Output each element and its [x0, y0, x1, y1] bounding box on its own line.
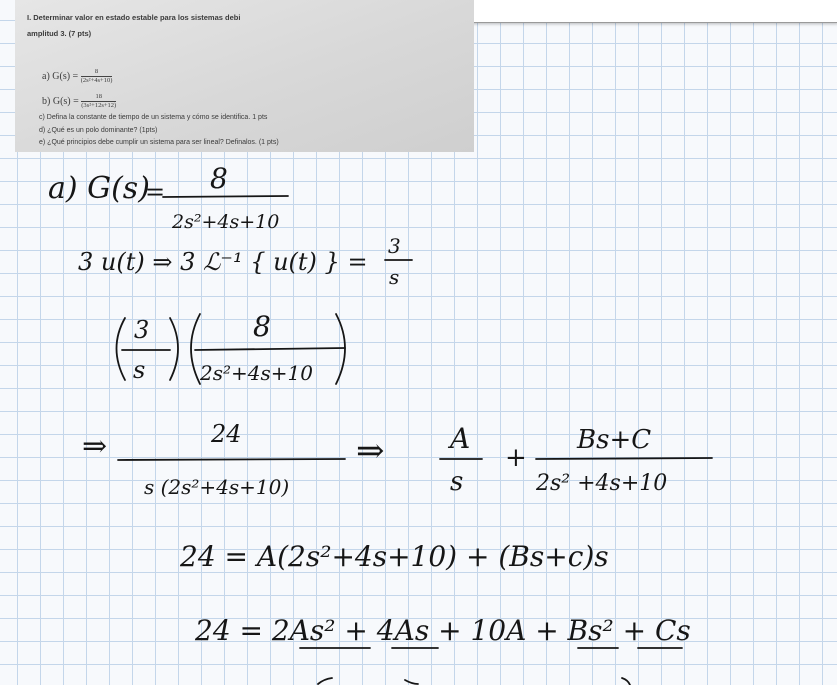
item-d: d) ¿Qué es un polo dominante? (1pts)	[39, 127, 158, 134]
item-a-num: 8	[81, 68, 113, 77]
question-title: I. Determinar valor en estado estable para los sistemas debi	[27, 13, 241, 22]
note1-num: 8	[210, 162, 228, 195]
note4-num: 24	[211, 420, 242, 448]
item-b-num: 18	[81, 93, 116, 102]
note2-num: 3	[388, 234, 401, 258]
note7-partial-3	[622, 678, 630, 685]
note2-lhs: 3 u(t) ⇒ 3 ℒ⁻¹ { u(t) } =	[78, 248, 368, 276]
item-a-lhs: G(s) =	[52, 70, 79, 82]
note1-lhs: a) G(s)	[48, 171, 150, 206]
note6-equation: 24 = 2As² + 4As + 10A + Bs² + Cs	[195, 614, 691, 647]
note4-b-den: 2s² +4s+10	[536, 471, 668, 496]
note4-b-bar	[536, 458, 712, 459]
note3-f1-den: s	[133, 356, 146, 384]
note4-den: s (2s²+4s+10)	[144, 475, 290, 499]
item-b-lhs: G(s) =	[52, 95, 79, 107]
note3-f2-num: 8	[253, 310, 271, 343]
note4-plus: +	[505, 443, 527, 473]
note5-equation: 24 = A(2s²+4s+10) + (Bs+c)s	[180, 540, 609, 573]
note4-arrow: ⇒	[82, 429, 108, 464]
note4-fraction-bar	[118, 459, 345, 460]
note7-partial-2	[405, 680, 418, 684]
item-a-den: (2s²+4s+10)	[80, 77, 113, 84]
item-c: c) Defina la constante de tiempo de un sistema y cómo se identifica. 1 pts	[39, 114, 268, 121]
note1-fraction-bar	[163, 196, 288, 197]
note4-arrow2: ⇒	[356, 431, 385, 471]
note1-den: 2s²+4s+10	[172, 211, 280, 233]
item-b-den: (3s²+12s+12)	[81, 102, 117, 109]
item-b-label: b)	[42, 95, 51, 107]
note4-a-num: A	[450, 422, 471, 455]
note3-paren-open-2	[191, 314, 200, 384]
note2-den: s	[389, 265, 400, 289]
note3-paren-close-1	[170, 318, 178, 380]
note4-a-den: s	[450, 467, 464, 497]
note3-paren-open-1	[117, 318, 126, 380]
item-e: e) ¿Qué principios debe cumplir un sistema para ser lineal? Definalos. (1 pts)	[39, 139, 279, 146]
note3-f2-den: 2s²+4s+10	[200, 361, 313, 385]
note7-partial-1	[318, 678, 332, 684]
note3-fraction-bar-2	[195, 348, 345, 350]
item-a-label: a)	[42, 70, 50, 82]
question-subtitle: amplitud 3. (7 pts)	[27, 29, 92, 38]
note4-b-num: Bs+C	[577, 425, 652, 455]
note3-f1-num: 3	[134, 316, 150, 344]
note1-eq: =	[145, 178, 166, 206]
